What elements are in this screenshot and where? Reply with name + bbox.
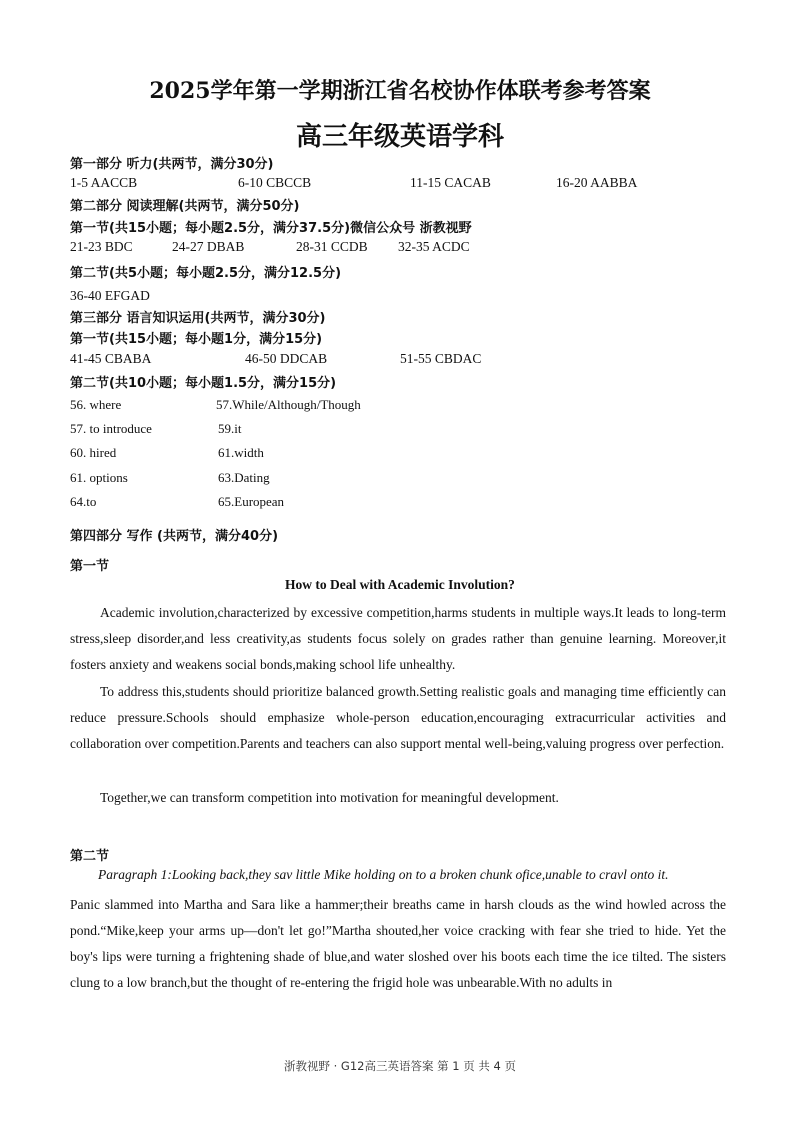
- page-subtitle: 高三年级英语学科: [295, 122, 504, 152]
- answer-group: 46-50 DDCAB: [245, 351, 328, 366]
- part4-heading: 第四部分 写作 (共两节，满分40分): [70, 529, 279, 544]
- blank-answer: 56. where: [70, 397, 122, 412]
- answer-group: 11-15 CACAB: [410, 175, 491, 190]
- part1-heading: 第一部分 听力(共两节，满分30分): [70, 157, 274, 172]
- blank-answer: 61. options: [70, 470, 128, 485]
- blank-answer: 64.to: [70, 494, 97, 509]
- answer-group: 32-35 ACDC: [398, 239, 470, 254]
- essay-paragraph: Academic involution,characterized by excessive competition,harms students in multiple ways.It leads to long-term stress,sleep disorder,and less creativity,as students focus solely on grades rather than genuine learning. Moreover,it fosters anxiety and weakens social bonds,making school life unhealthy.: [70, 605, 726, 672]
- answer-group: 16-20 AABBA: [556, 175, 638, 190]
- blank-answer: 63.Dating: [218, 470, 270, 485]
- essay-paragraph: Together,we can transform competition into motivation for meaningful development.: [100, 790, 559, 805]
- blank-answer: 60. hired: [70, 445, 117, 460]
- part2-section1-heading: 第一节(共15小题；每小题2.5分，满分37.5分)微信公众号 浙教视野: [70, 221, 472, 236]
- blank-answer: 59.it: [218, 421, 242, 436]
- part4-section2-heading: 第二节: [70, 849, 110, 864]
- page-footer: 浙教视野 · G12高三英语答案 第 1 页 共 4 页: [283, 1059, 517, 1073]
- essay-paragraph: To address this,students should prioritize balanced growth.Setting realistic goals and managing time efficiently can reduce pressure.Schools should emphasize whole-person education,encouraging extracurricular activities and collaboration over competition.Parents and teachers can also support mental well-being,valuing progress over perfection.: [70, 684, 726, 751]
- page-title: 2025学年第一学期浙江省名校协作体联考参考答案: [149, 78, 651, 104]
- answer-group: 6-10 CBCCB: [238, 175, 312, 190]
- part3-heading: 第三部分 语言知识运用(共两节，满分30分): [70, 311, 326, 326]
- essay-title: How to Deal with Academic Involution?: [285, 577, 515, 592]
- part3-section1-heading: 第一节(共15小题；每小题1分，满分15分): [70, 332, 323, 347]
- answer-group: 24-27 DBAB: [172, 239, 245, 254]
- part2-heading: 第二部分 阅读理解(共两节，满分50分): [70, 199, 300, 214]
- blank-answer: 65.European: [218, 494, 285, 509]
- answer-group: 21-23 BDC: [70, 239, 133, 254]
- answer-group: 51-55 CBDAC: [400, 351, 482, 366]
- story-paragraph: Panic slammed into Martha and Sara like a hammer;their breaths came in harsh clouds as the wind howled across the pond.“Mike,keep your arms up—don't let go!”Martha shouted,her voice cracking with fear she tried to hide. Yet the boy's lips were turning a frightening shade of blue,and water sloshed over his boots each time the ice tilted. The sisters clung to a low branch,but the thought of re-entering the frigid hole was unbearable.With no adults in: [70, 897, 726, 990]
- paragraph-prompt: Paragraph 1:Looking back,they sav little Mike holding on to a broken chunk ofice,unable to cravl onto it.: [98, 867, 669, 882]
- part2-section2-heading: 第二节(共5小题；每小题2.5分，满分12.5分): [70, 266, 342, 281]
- part4-section1-heading: 第一节: [70, 559, 110, 574]
- blank-answer: 61.width: [218, 445, 264, 460]
- answer-group: 41-45 CBABA: [70, 351, 152, 366]
- answer-group: 1-5 AACCB: [70, 175, 138, 190]
- blank-answer: 57. to introduce: [70, 421, 152, 436]
- answer-group: 36-40 EFGAD: [70, 288, 150, 303]
- part3-section2-heading: 第二节(共10小题；每小题1.5分，满分15分): [70, 376, 337, 391]
- answer-group: 28-31 CCDB: [296, 239, 368, 254]
- blank-answer: 57.While/Although/Though: [216, 397, 361, 412]
